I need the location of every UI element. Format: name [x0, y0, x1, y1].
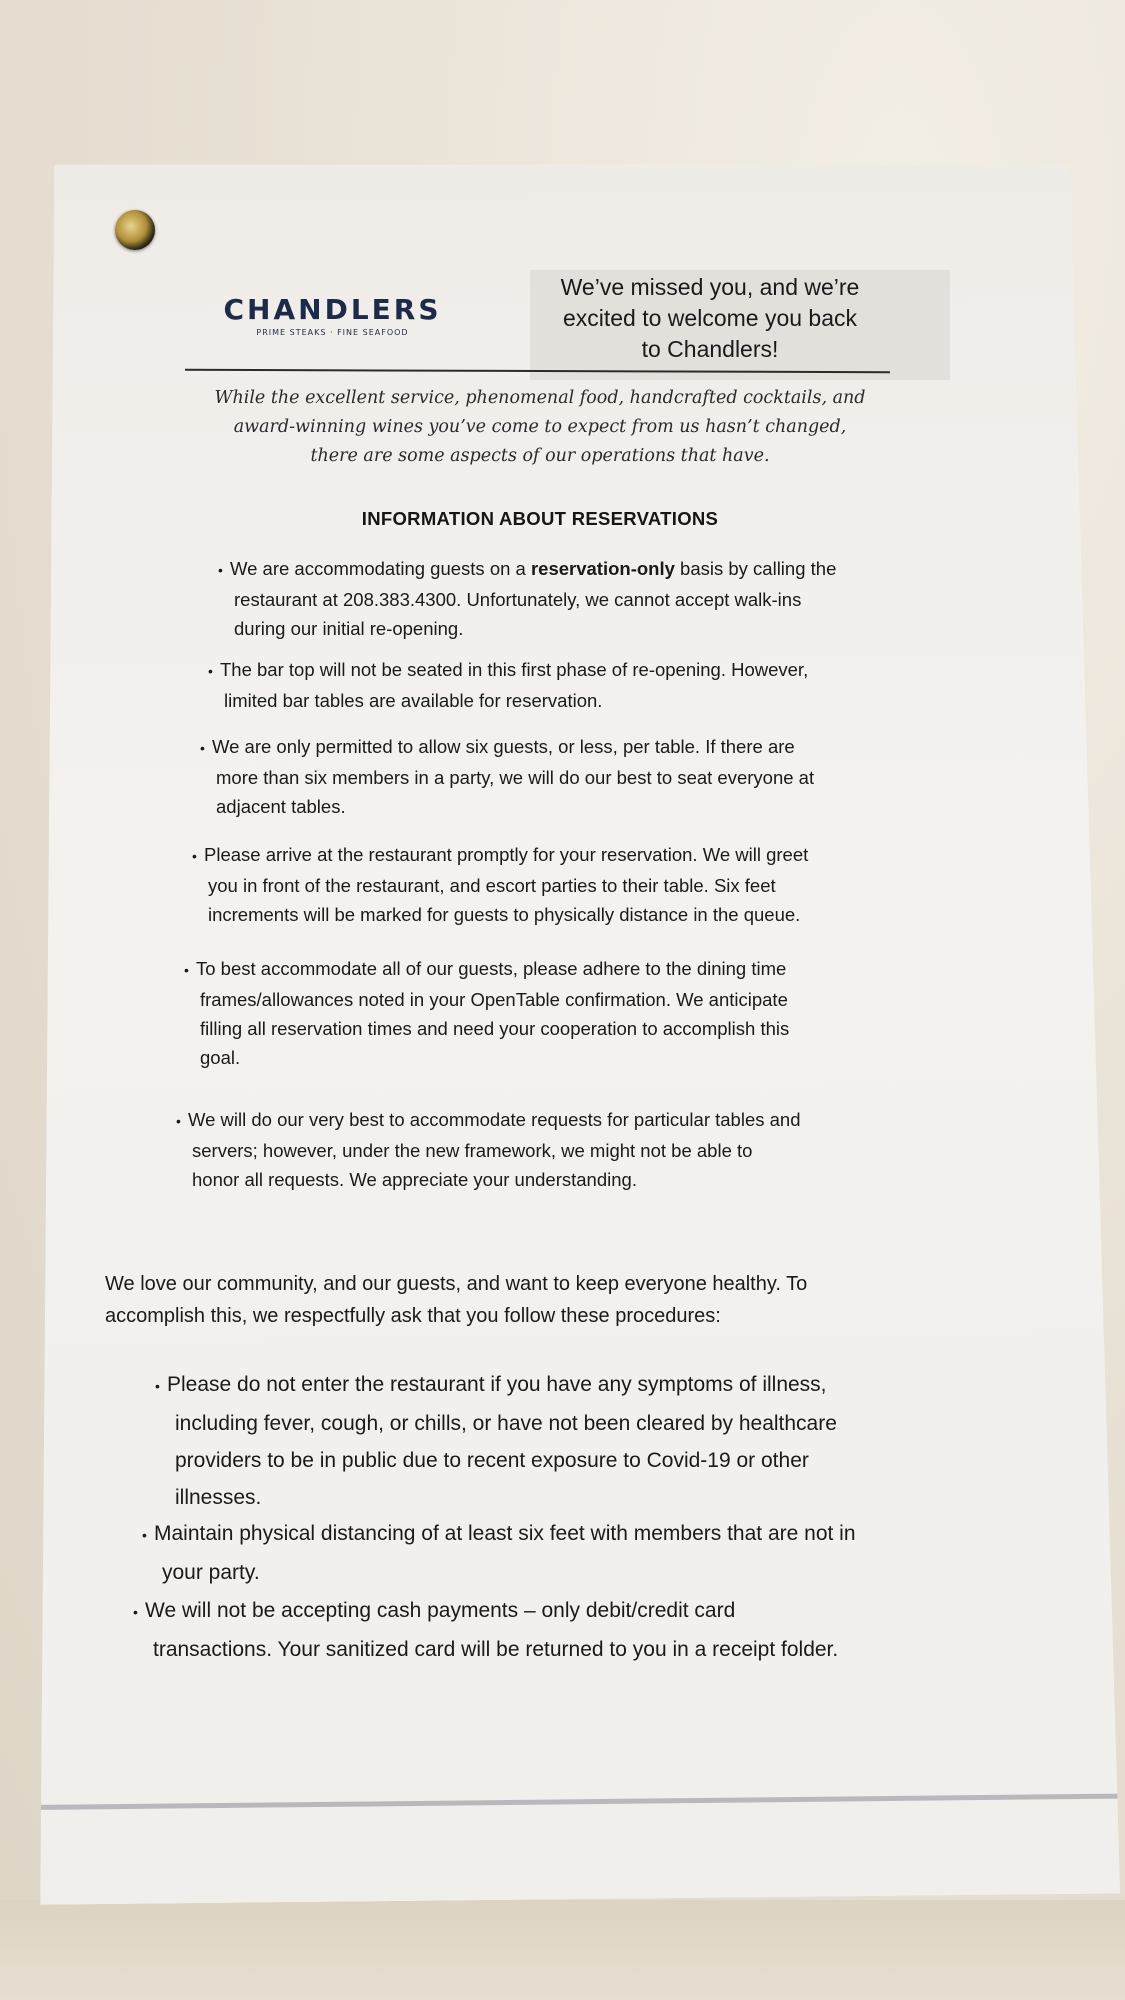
- welcome-line: excited to welcome you back: [562, 305, 858, 331]
- procedure-bullet-payments: [133, 1592, 993, 1668]
- community-line: accomplish this, we respectfully ask that you follow these procedures:: [105, 1305, 721, 1327]
- bullet-dot: •: [192, 848, 197, 864]
- bullet-dot: •: [208, 663, 213, 679]
- paper-edge: [39, 1794, 1119, 1810]
- logo-name: CHANDLERS: [223, 293, 442, 326]
- bullet-text: Maintain physical distancing of at least six feet with members that are not in: [154, 1522, 856, 1545]
- bullet-text: your party.: [162, 1561, 260, 1584]
- bullet-text: To best accommodate all of our guests, please adhere to the dining time: [196, 958, 787, 979]
- bullet-dot: •: [184, 962, 189, 978]
- bullet-text: servers; however, under the new framework, we might not be able to: [192, 1140, 753, 1161]
- bullet-dot: •: [200, 740, 205, 756]
- bullet-dot: •: [133, 1604, 138, 1620]
- bullet-text: filling all reservation times and need your cooperation to accomplish this: [200, 1018, 790, 1039]
- reservation-bullet-table-requests: [176, 1105, 936, 1194]
- community-line: We love our community, and our guests, and want to keep everyone healthy. To: [105, 1273, 808, 1295]
- welcome-line: to Chandlers!: [641, 336, 779, 362]
- bullet-text: We will not be accepting cash payments – only debit/credit card: [145, 1599, 736, 1622]
- reservation-bullet-walkins: [218, 554, 908, 643]
- bullet-text: basis by calling the: [674, 558, 837, 579]
- reservation-bullet-arrival: [192, 840, 917, 929]
- bullet-text: more than six members in a party, we will do our best to seat everyone at: [216, 767, 815, 788]
- bullet-text: increments will be marked for guests to physically distance in the queue.: [208, 904, 801, 925]
- intro-line: While the excellent service, phenomenal food, handcrafted cocktails, and: [214, 388, 866, 408]
- bullet-text: frames/allowances noted in your OpenTable confirmation. We anticipate: [200, 989, 788, 1010]
- tablecloth-bottom: [0, 1900, 1125, 2000]
- bullet-text: restaurant at 208.383.4300. Unfortunately, we cannot accept walk-ins: [234, 589, 802, 610]
- bullet-text: illnesses.: [175, 1486, 262, 1509]
- procedure-bullet-distancing: [142, 1515, 962, 1591]
- bullet-text: Please arrive at the restaurant promptly for your reservation. We will greet: [204, 844, 809, 865]
- reservation-bullet-bar: [208, 655, 898, 715]
- bullet-text: The bar top will not be seated in this first phase of re-opening. However,: [220, 659, 809, 680]
- bullet-text: during our initial re-opening.: [234, 618, 464, 639]
- bullet-text: adjacent tables.: [216, 796, 346, 817]
- intro-line: there are some aspects of our operations that have.: [310, 446, 770, 466]
- bullet-text: Please do not enter the restaurant if you have any symptoms of illness,: [167, 1373, 827, 1396]
- bullet-text: honor all requests. We appreciate your understanding.: [192, 1169, 637, 1190]
- bullet-text: We are only permitted to allow six guests, or less, per table. If there are: [212, 736, 795, 757]
- bullet-text: We will do our very best to accommodate requests for particular tables and: [188, 1109, 801, 1130]
- bullet-bold-text: reservation-only: [530, 558, 675, 579]
- reservation-bullet-party-size: [200, 732, 920, 821]
- bullet-text: We are accommodating guests on a: [230, 558, 531, 579]
- bullet-text: you in front of the restaurant, and escort parties to their table. Six feet: [208, 875, 776, 896]
- bullet-dot: •: [176, 1113, 181, 1129]
- procedure-bullet-symptoms: [155, 1366, 955, 1516]
- bullet-text: providers to be in public due to recent exposure to Covid-19 or other: [175, 1449, 809, 1472]
- intro-paragraph: [160, 384, 920, 471]
- chandlers-logo: [190, 293, 475, 337]
- bullet-dot: •: [218, 562, 223, 578]
- bullet-text: limited bar tables are available for reservation.: [224, 690, 603, 711]
- community-paragraph: [105, 1268, 965, 1332]
- brass-grommet-icon: [115, 210, 155, 250]
- bullet-text: transactions. Your sanitized card will be returned to you in a receipt folder.: [153, 1638, 839, 1661]
- bullet-text: including fever, cough, or chills, or have not been cleared by healthcare: [175, 1412, 837, 1435]
- welcome-message: [520, 272, 900, 365]
- intro-line: award-winning wines you’ve come to expect from us hasn’t changed,: [233, 417, 847, 437]
- bullet-text: goal.: [200, 1047, 241, 1068]
- reservations-heading: INFORMATION ABOUT RESERVATIONS: [361, 508, 719, 529]
- logo-tagline: PRIME STEAKS · FINE SEAFOOD: [256, 328, 409, 337]
- reservation-bullet-dining-time: [184, 954, 924, 1072]
- welcome-line: We’ve missed you, and we’re: [560, 274, 860, 300]
- bullet-dot: •: [155, 1378, 160, 1394]
- bullet-dot: •: [142, 1527, 147, 1543]
